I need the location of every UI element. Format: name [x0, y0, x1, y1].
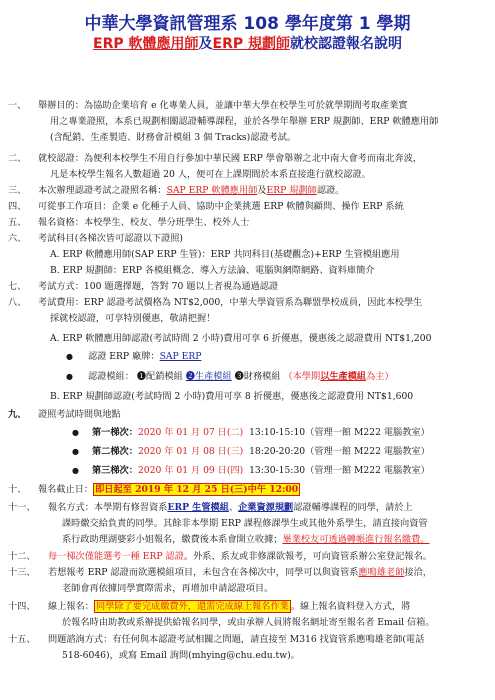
- alumni-payment-note: 畢業校友可透過轉帳進行報名繳費。: [282, 534, 430, 545]
- deadline-value: 即日起至 2019 年 12 月 25 日(三)中午 12:00: [95, 484, 299, 495]
- section-5-text: 報名資格：本校學生、校友、學分班學生、校外人士: [38, 217, 250, 228]
- module-note-pre: （本學期: [283, 371, 321, 382]
- session-name: 第二梯次：: [92, 446, 138, 457]
- subtitle-cert-1: ERP 軟體應用師: [93, 36, 199, 52]
- section-15-line-1: 問題諮詢方式：有任何與本認證考試相關之問題，請直接至 M316 找資管系應鳴雄老師(電話: [48, 634, 425, 645]
- session-row-1: [92, 427, 430, 439]
- section-4-text: 可從事工作項目：企業 e 化種子人員、協助中企業挑選 ERP 軟體與顧問、操作 ERP 系統: [38, 201, 404, 212]
- session-name: 第三梯次：: [92, 465, 138, 476]
- section-14-label: 十四、: [8, 601, 36, 612]
- section-9-label: 九、: [8, 409, 27, 420]
- section-7-label: 七、: [8, 281, 27, 292]
- module-note-highlight: 以生產模組: [320, 371, 367, 382]
- section-2-line-1: 就校認證：為便利本校學生不用自行參加中華民國 ERP 學會舉辦之北中南大會考而南北奔波，: [38, 153, 422, 164]
- teacher-name: 應鳴雄老師: [358, 567, 405, 578]
- section-6-item-a: A. ERP 軟體應用師(SAP ERP 生管)：ERP 共同科目(基礎觀念)+ERP 生管模組應用: [50, 249, 400, 260]
- cert-name-1: SAP ERP 軟體應用師: [166, 185, 258, 196]
- online-registration-note: 同學除了要完成繳費外，還需完成線上報名作業: [95, 601, 289, 612]
- erp-system-label: 認證 ERP 廠牌：: [88, 351, 160, 362]
- session-row-3: [92, 465, 430, 477]
- session-date: 2020 年 01 月 07 日(二): [137, 427, 244, 438]
- module-distribution: ❶配銷模組: [136, 371, 183, 382]
- section-11-line-3-pre: 系行政助理湖婆彩小姐報名，繳費後本系會開立收據；: [62, 534, 283, 545]
- section-7-text: 考試方式：100 題選擇題，答對 70 題以上者視為通過認證: [38, 281, 279, 292]
- section-11-line-1: [48, 502, 413, 514]
- session-time: 13:30-15:30（管理一館 M222 電腦教室）: [249, 465, 430, 476]
- section-5-label: 五、: [8, 217, 27, 228]
- section-4-label: 四、: [8, 201, 27, 212]
- section-12-text: [48, 551, 432, 563]
- session-date: 2020 年 01 月 09 日(四): [137, 465, 244, 476]
- section-13-line-1: [48, 567, 432, 579]
- section-8-label: 八、: [8, 297, 27, 308]
- session-time: 18:20-20:20（管理一館 M222 電腦教室）: [249, 446, 430, 457]
- section-14-pre: 線上報名：: [48, 601, 94, 612]
- section-13-pre: 若想報考 ERP 認證而欲選模組項目，未包含在各梯次中，同學可以與資管系: [48, 567, 359, 578]
- section-1-line-1: 舉辦目的：為協助企業培育 e 化專業人員，並讓中華大學在校學生可於就學期間考取產業實: [38, 100, 408, 111]
- section-8-line-2: 採就校認證，可享特別優惠，敬請把握！: [50, 313, 216, 324]
- section-9-text: 證照考試時間與地點: [38, 409, 121, 420]
- section-15-line-2: 518-6046)，或寫 Email 詢問(mhying@chu.edu.tw)。: [62, 650, 300, 661]
- section-14-post: 。線上報名資料登入方式，將: [290, 601, 411, 612]
- document-title: 中華大學資訊管理系 108 學年度第 1 學期: [84, 14, 411, 34]
- module-production: ❷生產模組: [185, 371, 232, 382]
- section-11-sep: 、: [228, 502, 239, 513]
- section-8-item-b: B. ERP 規劃師認證(考試時間 2 小時)費用可享 8 折優惠，優惠後之認證費用 NT$1,600: [50, 391, 414, 402]
- subtitle-suffix: 就校認證報名說明: [289, 36, 402, 52]
- subtitle-cert-2: ERP 規劃師: [212, 36, 290, 52]
- section-3-post: 認證。: [316, 185, 345, 196]
- bullet-icon: ●: [72, 466, 79, 475]
- section-3-pre: 本次辦理認證考試之證照名稱：: [38, 185, 167, 196]
- section-6-text: 考試科目(各梯次皆可認證以下證照): [38, 233, 183, 244]
- section-1-line-3: (含配銷、生產製造、財務會計模組 3 個 Tracks)認證考試。: [50, 132, 297, 143]
- cert-name-2: ERP 規劃師: [266, 185, 317, 196]
- session-date: 2020 年 01 月 08 日(三): [137, 446, 244, 457]
- bullet-icon: ●: [66, 352, 73, 361]
- section-13-line-2: 老師會再依據同學實際需求，再增加申請認證項目。: [62, 583, 274, 594]
- bullet-icon: ●: [72, 447, 79, 456]
- erp-system-value: SAP ERP: [159, 351, 202, 362]
- section-6-item-b: B. ERP 規劃師：ERP 各模組概念、導入方法論、電腦與網際網路、資料庫簡介: [50, 265, 375, 276]
- bullet-icon: ●: [66, 372, 73, 381]
- section-14-line-1: [48, 601, 410, 613]
- section-3-mid: 及: [257, 185, 267, 196]
- session-row-2: [92, 446, 430, 458]
- section-13-label: 十三、: [8, 567, 36, 578]
- section-11-post: 認證輔導課程的同學，請於上: [293, 502, 413, 513]
- deadline-label: 報名截止日：: [38, 484, 94, 495]
- section-1-label: 一、: [8, 100, 27, 111]
- section-13-post: 接洽，: [404, 567, 432, 578]
- session-name: 第一梯次：: [92, 427, 138, 438]
- section-8-item-a: A. ERP 軟體應用師認證(考試時間 2 小時)費用可享 6 折優惠，優惠後之認證費用 NT$1,200: [50, 333, 432, 344]
- section-10-text: [38, 484, 300, 496]
- section-15-label: 十五、: [8, 634, 36, 645]
- session-time: 13:10-15:10（管理一館 M222 電腦教室）: [249, 427, 430, 438]
- erp-module-line: [88, 371, 394, 383]
- section-8-line-1: 考試費用：ERP 認證考試價格為 NT$2,000，中華大學資管系為聯盟學校成員，因此本校學生: [38, 297, 423, 308]
- subtitle-conjunction: 及: [198, 36, 213, 52]
- document-subtitle: [0, 33, 495, 53]
- section-6-label: 六、: [8, 233, 27, 244]
- section-12-post: 。外系、系友或非修課欲報考，可向資管系辦公室登記報名。: [183, 551, 432, 562]
- module-note-post: 為主）: [366, 371, 394, 382]
- section-14-line-2: 於報名時由助教或系辦提供給報名同學，或由承辦人員將報名網址寄至報名者 Email 信箱。: [62, 617, 435, 628]
- section-3-text: [38, 185, 344, 197]
- course-name-2: 企業資源規劃: [238, 502, 294, 513]
- section-10-label: 十、: [8, 484, 27, 495]
- erp-module-label: 認證模組：: [88, 371, 134, 382]
- one-exam-rule: 每一梯次僅能選考一種 ERP 認證: [48, 551, 184, 562]
- erp-system-line: [88, 351, 201, 363]
- section-11-line-3: [62, 534, 430, 546]
- section-2-line-2: 凡是本校學生報名人數超過 20 人，便可在上課期間於本系直接進行就校認證。: [50, 169, 371, 180]
- bullet-icon: ●: [72, 428, 79, 437]
- section-11-line-2: 課時繳交給負責的同學。其餘非本學期 ERP 課程修課學生或其他外系學生，請直接向資管: [62, 518, 428, 529]
- module-finance: ❸財務模組: [234, 371, 281, 382]
- section-12-label: 十二、: [8, 551, 36, 562]
- section-11-label: 十一、: [8, 502, 36, 513]
- course-name-1: ERP 生管模組: [167, 502, 229, 513]
- section-1-line-2: 用之專業證照，本系已規劃相關認證輔導課程，並於各學年舉辦 ERP 規劃師、ERP 軟體應用師: [50, 116, 439, 127]
- section-11-pre: 報名方式：本學期有修習資系: [48, 502, 168, 513]
- section-3-label: 三、: [8, 185, 27, 196]
- section-2-label: 二、: [8, 153, 27, 164]
